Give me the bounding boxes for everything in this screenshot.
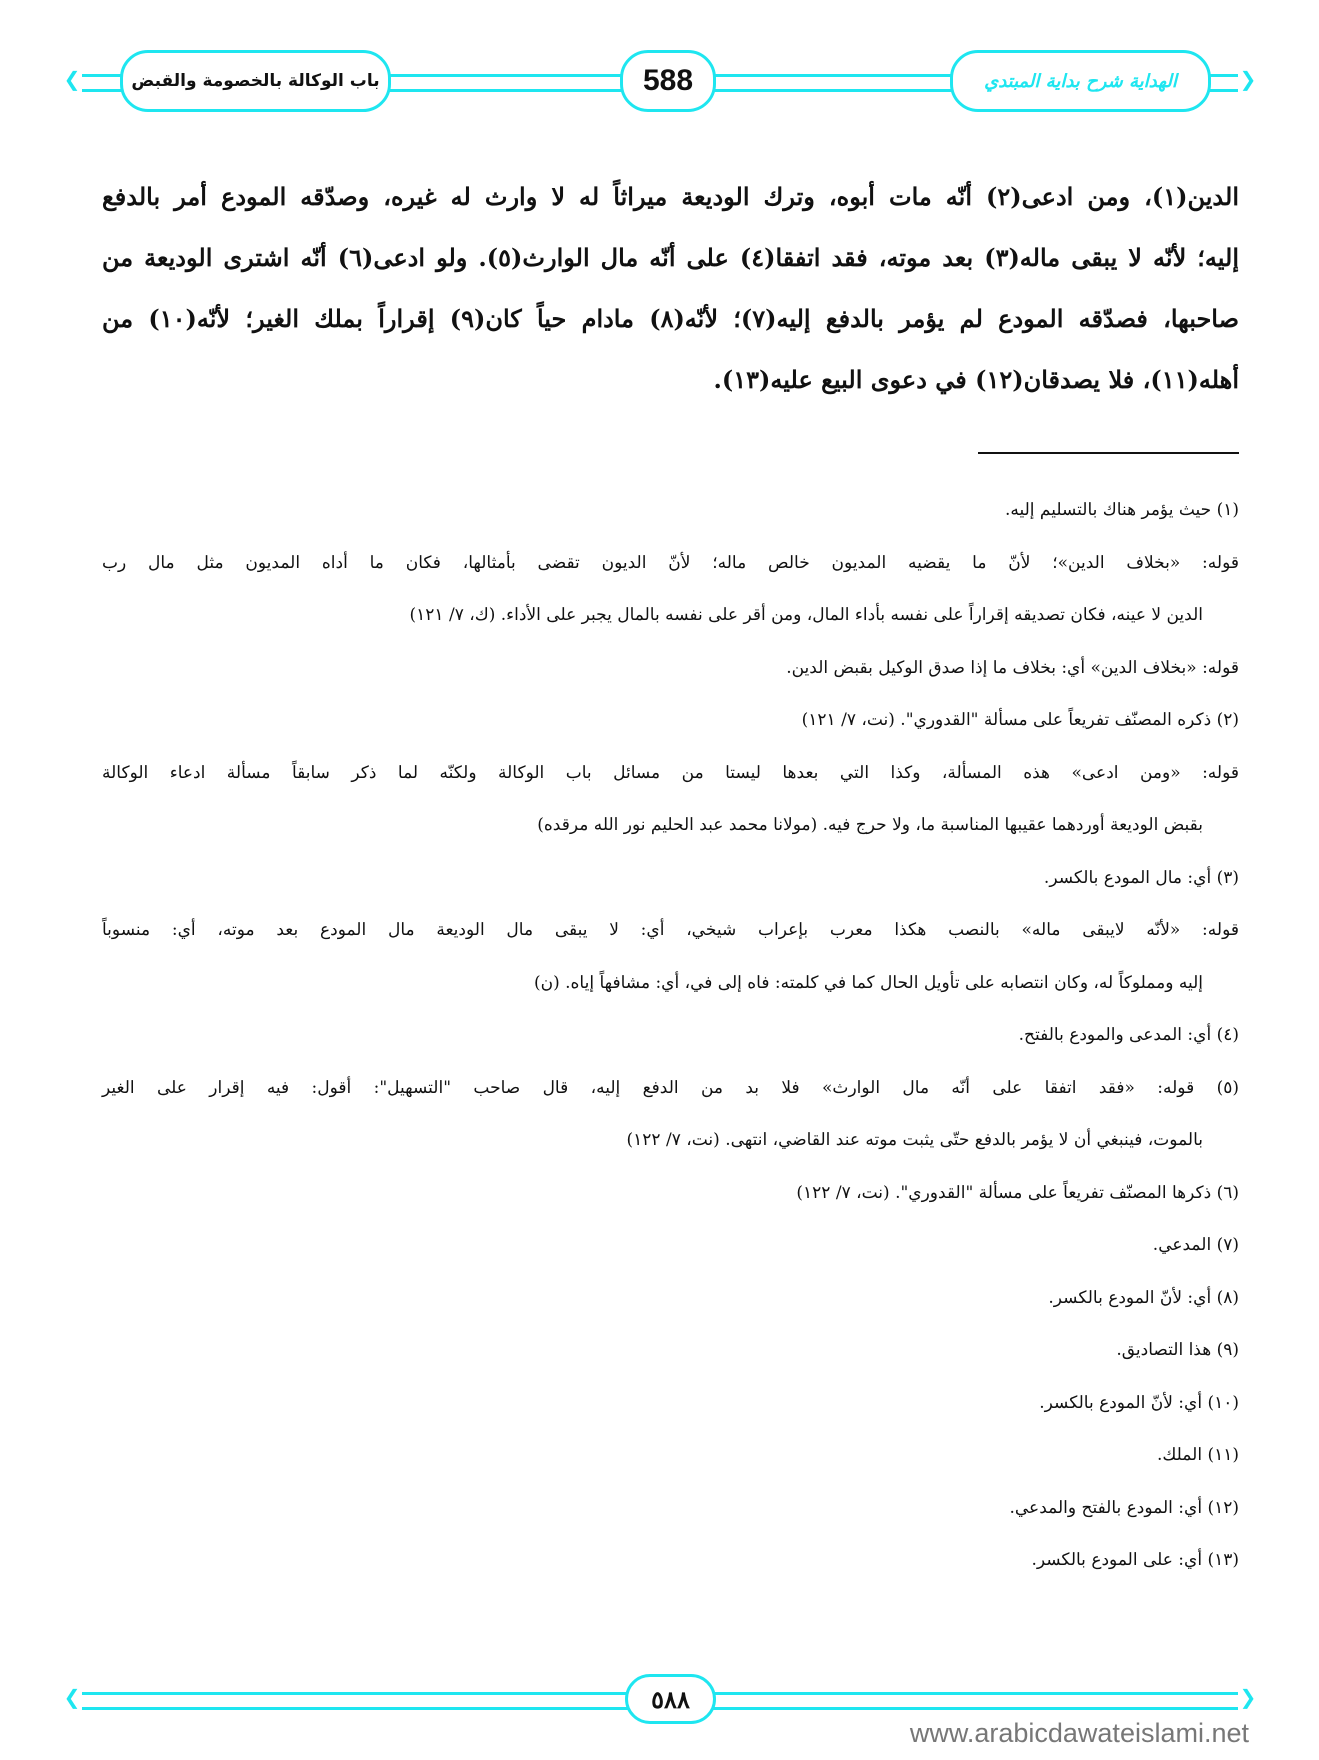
ornament-icon: ❮ (63, 67, 81, 91)
footnote: (٧) المدعي. (1152, 1235, 1239, 1255)
footnote: (١٠) أي: لأنّ المودع بالكسر. (1039, 1392, 1239, 1413)
footnote: (٣) أي: مال المودع بالكسر. (1043, 867, 1239, 888)
text-line: الدين(١)، ومن ادعى(٢) أنّه مات أبوه، وترك الوديعة ميراثاً له لا وارث له غيره، وصدّقه المودع أمر بالدفع (102, 182, 1240, 211)
website-url: www.arabicdawateislami.net (909, 1718, 1249, 1748)
text-line: أهله(١١)، فلا يصدقان(١٢) في دعوى البيع عليه(١٣). (713, 365, 1239, 394)
footnote: (١١) الملك. (1156, 1445, 1239, 1465)
footnote: (١٣) أي: على المودع بالكسر. (1031, 1550, 1239, 1570)
footnote: قوله: «بخلاف الدين» أي: بخلاف ما إذا صدق الوكيل بقبض الدين. (786, 657, 1239, 678)
page-number: 588 (620, 50, 716, 112)
ornament-icon: ❯ (1239, 67, 1257, 91)
footnote: بقبض الوديعة أوردهما عقيبها المناسبة ما، ولا حرج فيه. (مولانا محمد عبد الحليم نور الله مرقده) (537, 815, 1203, 835)
footnote: (١) حيث يؤمر هناك بالتسليم إليه. (1004, 500, 1239, 520)
footnote: (٨) أي: لأنّ المودع بالكسر. (1048, 1287, 1239, 1308)
ornament-icon: ❮ (63, 1685, 81, 1709)
footnote: (٩) هذا التصاديق. (1116, 1340, 1239, 1360)
text-line: إليه؛ لأنّه لا يبقى ماله(٣) بعد موته، فقد اتفقا(٤) على أنّه مال الوارث(٥). ولو ادعى(٦) أنّه اشترى الوديعة من (102, 243, 1240, 272)
page-header (60, 50, 1260, 110)
footnote: (١٢) أي: المودع بالفتح والمدعي. (1009, 1497, 1239, 1518)
footnotes (102, 484, 1239, 1587)
footnote: بالموت، فينبغي أن لا يؤمر بالدفع حتّى يثبت موته عند القاضي، انتهى. (نت، ٧/ ١٢٢) (626, 1130, 1203, 1150)
ornament-icon: ❯ (1239, 1685, 1257, 1709)
footnote: (٤) أي: المدعى والمودع بالفتح. (1018, 1025, 1239, 1045)
chapter-title: باب الوكالة بالخصومة والقبض (120, 50, 391, 112)
book-title-logo: الهداية شرح بداية المبتدي (950, 50, 1211, 112)
footer-page-number: ٥٨٨ (625, 1674, 716, 1724)
footnote: (٢) ذكره المصنّف تفريعاً على مسألة "القدوري". (نت، ٧/ ١٢١) (801, 710, 1239, 730)
footnote: قوله: «لأنّه لايبقى ماله» بالنصب هكذا معرب بإعراب شيخي، أي: لا يبقى مال الوديعة مال المودع بعد موته، أي: منسوباً (102, 920, 1239, 940)
footnote: إليه ومملوكاً له، وكان انتصابه على تأويل الحال كما في كلمته: فاه إلى في، أي: مشافهاً إياه. (ن) (533, 972, 1203, 993)
footnote: قوله: «بخلاف الدين»؛ لأنّ ما يقضيه المديون خالص ماله؛ لأنّ الديون تقضى بأمثالها، فكان ما أداه المديون مثل مال رب (102, 552, 1239, 573)
footnote-separator (978, 452, 1239, 454)
footnote: (٦) ذكرها المصنّف تفريعاً على مسألة "القدوري". (نت، ٧/ ١٢٢) (796, 1182, 1239, 1203)
footnote: الدين لا عينه، فكان تصديقه إقراراً على نفسه بأداء المال، ومن أقر على نفسه بالمال يجبر على الأداء. (ك، ٧/ ١٢١) (409, 605, 1203, 625)
main-text (102, 166, 1239, 410)
footnote: (٥) قوله: «فقد اتفقا على أنّه مال الوارث» فلا بد من الدفع إليه، قال صاحب "التسهيل": أقول: فيه إقرار على الغير (102, 1077, 1239, 1098)
text-line: صاحبها، فصدّقه المودع لم يؤمر بالدفع إليه(٧)؛ لأنّه(٨) مادام حياً كان(٩) إقراراً بملك الغير؛ لأنّه(١٠) من (102, 304, 1239, 333)
footnote: قوله: «ومن ادعى» هذه المسألة، وكذا التي بعدها ليستا من مسائل باب الوكالة ولكنّه لما ذكر سابقاً مسألة ادعاء الوكالة (102, 762, 1239, 783)
